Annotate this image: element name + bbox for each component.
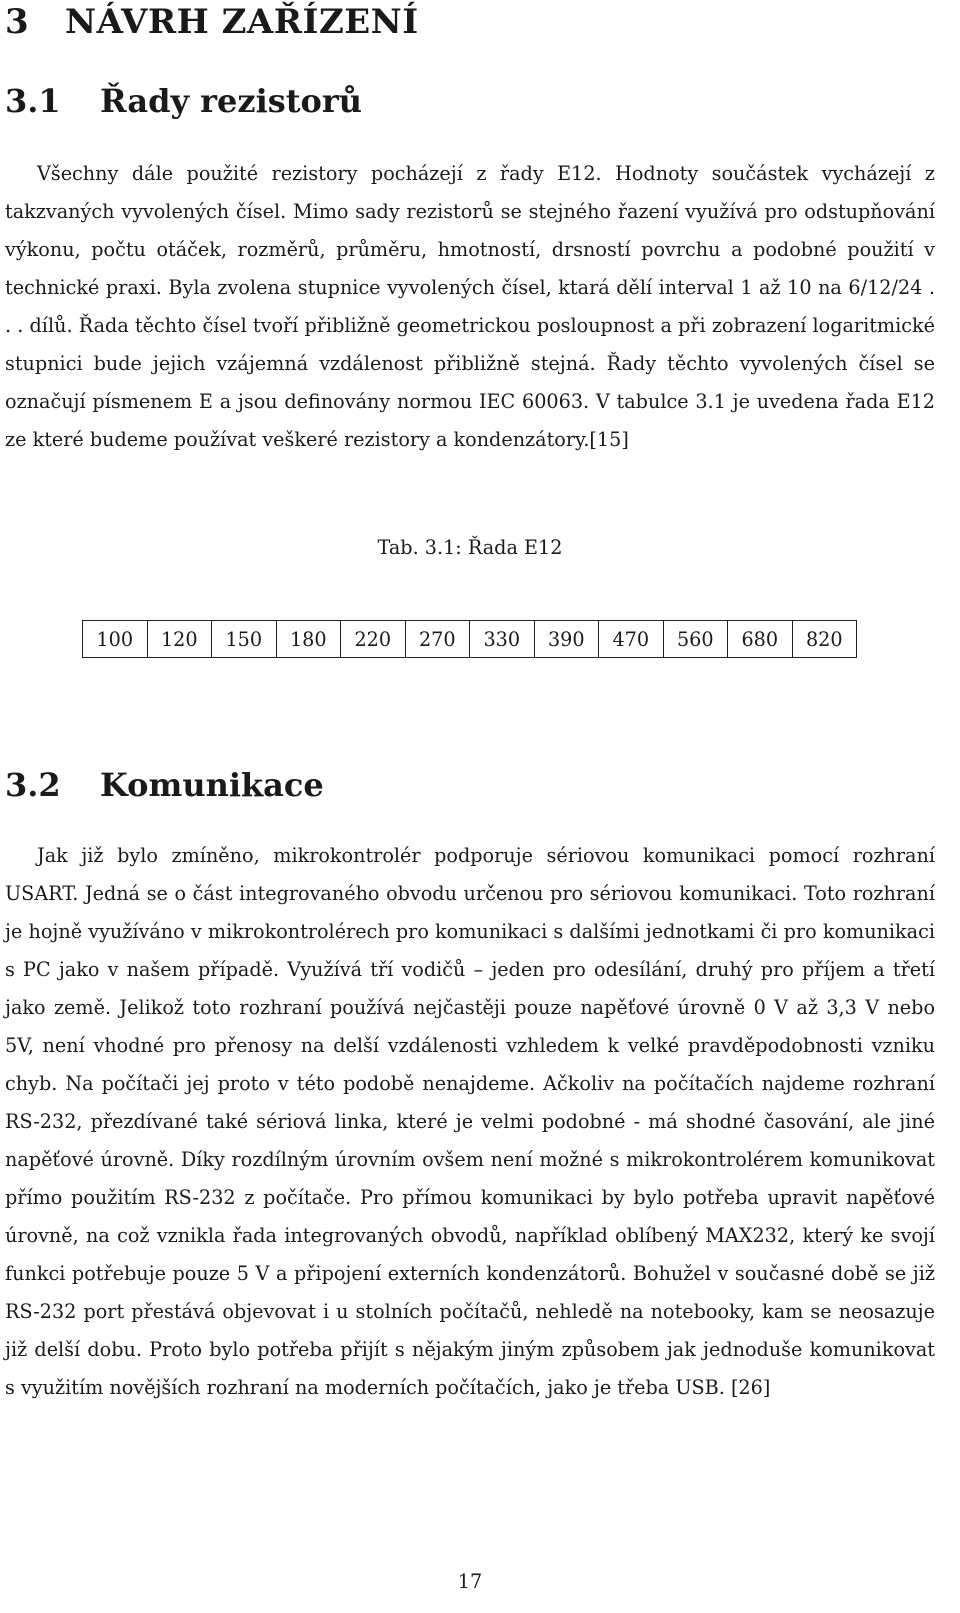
table-cell: 470 <box>599 621 664 658</box>
e12-series-table <box>82 620 857 658</box>
paragraph-rady-rezistoru: Všechny dále použité rezistory pocházejí z řady E12. Hodnoty součástek vycházejí z takzvaných vyvolených čísel. Mimo sady rezistorů se stejného řazení využívá pro odstupňování výkonu, počtu otáček, rozměrů, průměru, hmotností, drsností povrchu a podobné použití v technické praxi. Byla zvolena stupnice vyvolených čísel, ktará dělí interval 1 až 10 na 6/12/24 . . . dílů. Řada těchto čísel tvoří přibližně geometrickou posloupnost a při zobrazení logaritmické stupnici bude jejich vzájemná vzdálenost přibližně stejná. Řady těchto vyvolených čísel se označují písmenem E a jsou definovány normou IEC 60063. V tabulce 3.1 je uvedena řada E12 ze které budeme používat veškeré rezistory a kondenzátory.[15] <box>5 162 935 451</box>
table-cell: 330 <box>470 621 535 658</box>
table-row <box>83 621 857 658</box>
section-number: 3.1 <box>5 82 61 120</box>
chapter-number: 3 <box>5 2 30 42</box>
table-cell: 220 <box>341 621 406 658</box>
section-heading-komunikace <box>5 766 324 804</box>
table-cell: 100 <box>83 621 148 658</box>
section-heading-rady-rezistoru <box>5 82 362 120</box>
chapter-title: NÁVRH ZAŘÍZENÍ <box>65 2 419 42</box>
table-cell: 390 <box>534 621 599 658</box>
table-cell: 680 <box>728 621 793 658</box>
chapter-heading <box>5 2 419 42</box>
table-cell: 560 <box>663 621 728 658</box>
table-caption: Tab. 3.1: Řada E12 <box>377 536 563 559</box>
table-cell: 820 <box>792 621 857 658</box>
section-title: Řady rezistorů <box>100 82 362 120</box>
section-title: Komunikace <box>100 766 324 804</box>
table-cell: 180 <box>276 621 341 658</box>
page-number: 17 <box>457 1570 483 1593</box>
table-cell: 120 <box>147 621 212 658</box>
table-cell: 270 <box>405 621 470 658</box>
section-number: 3.2 <box>5 766 61 804</box>
table-cell: 150 <box>212 621 277 658</box>
paragraph-komunikace: Jak již bylo zmíněno, mikrokontrolér podporuje sériovou komunikaci pomocí rozhraní USART. Jedná se o část integrovaného obvodu určenou pro sériovou komunikaci. Toto rozhraní je hojně využíváno v mikrokontrolérech pro komunikaci s dalšími jednotkami či pro komunikaci s PC jako v našem případě. Využívá tří vodičů – jeden pro odesílání, druhý pro příjem a třetí jako země. Jelikož toto rozhraní používá nejčastěji pouze napěťové úrovně 0 V až 3,3 V nebo 5V, není vhodné pro přenosy na delší vzdálenosti vzhledem k velké pravděpodobnosti vzniku chyb. Na počítači jej proto v této podobě nenajdeme. Ačkoliv na počítačích najdeme rozhraní RS-232, přezdívané také sériová linka, které je velmi podobné - má shodné časování, ale jiné napěťové úrovně. Díky rozdílným úrovním ovšem není možné s mikrokontrolérem komunikovat přímo použitím RS-232 z počítače. Pro přímou komunikaci by bylo potřeba upravit napěťové úrovně, na což vznikla řada integrovaných obvodů, například oblíbený MAX232, který ke svojí funkci potřebuje pouze 5 V a připojení externích kondenzátorů. Bohužel v současné době se již RS-232 port přestává objevovat i u stolních počítačů, nehledě na notebooky, kam se neosazuje již delší dobu. Proto bylo potřeba přijít s nějakým jiným způsobem jak jednoduše komunikovat s využitím novějších rozhraní na moderních počítačích, jako je třeba USB. [26] <box>5 844 935 1399</box>
